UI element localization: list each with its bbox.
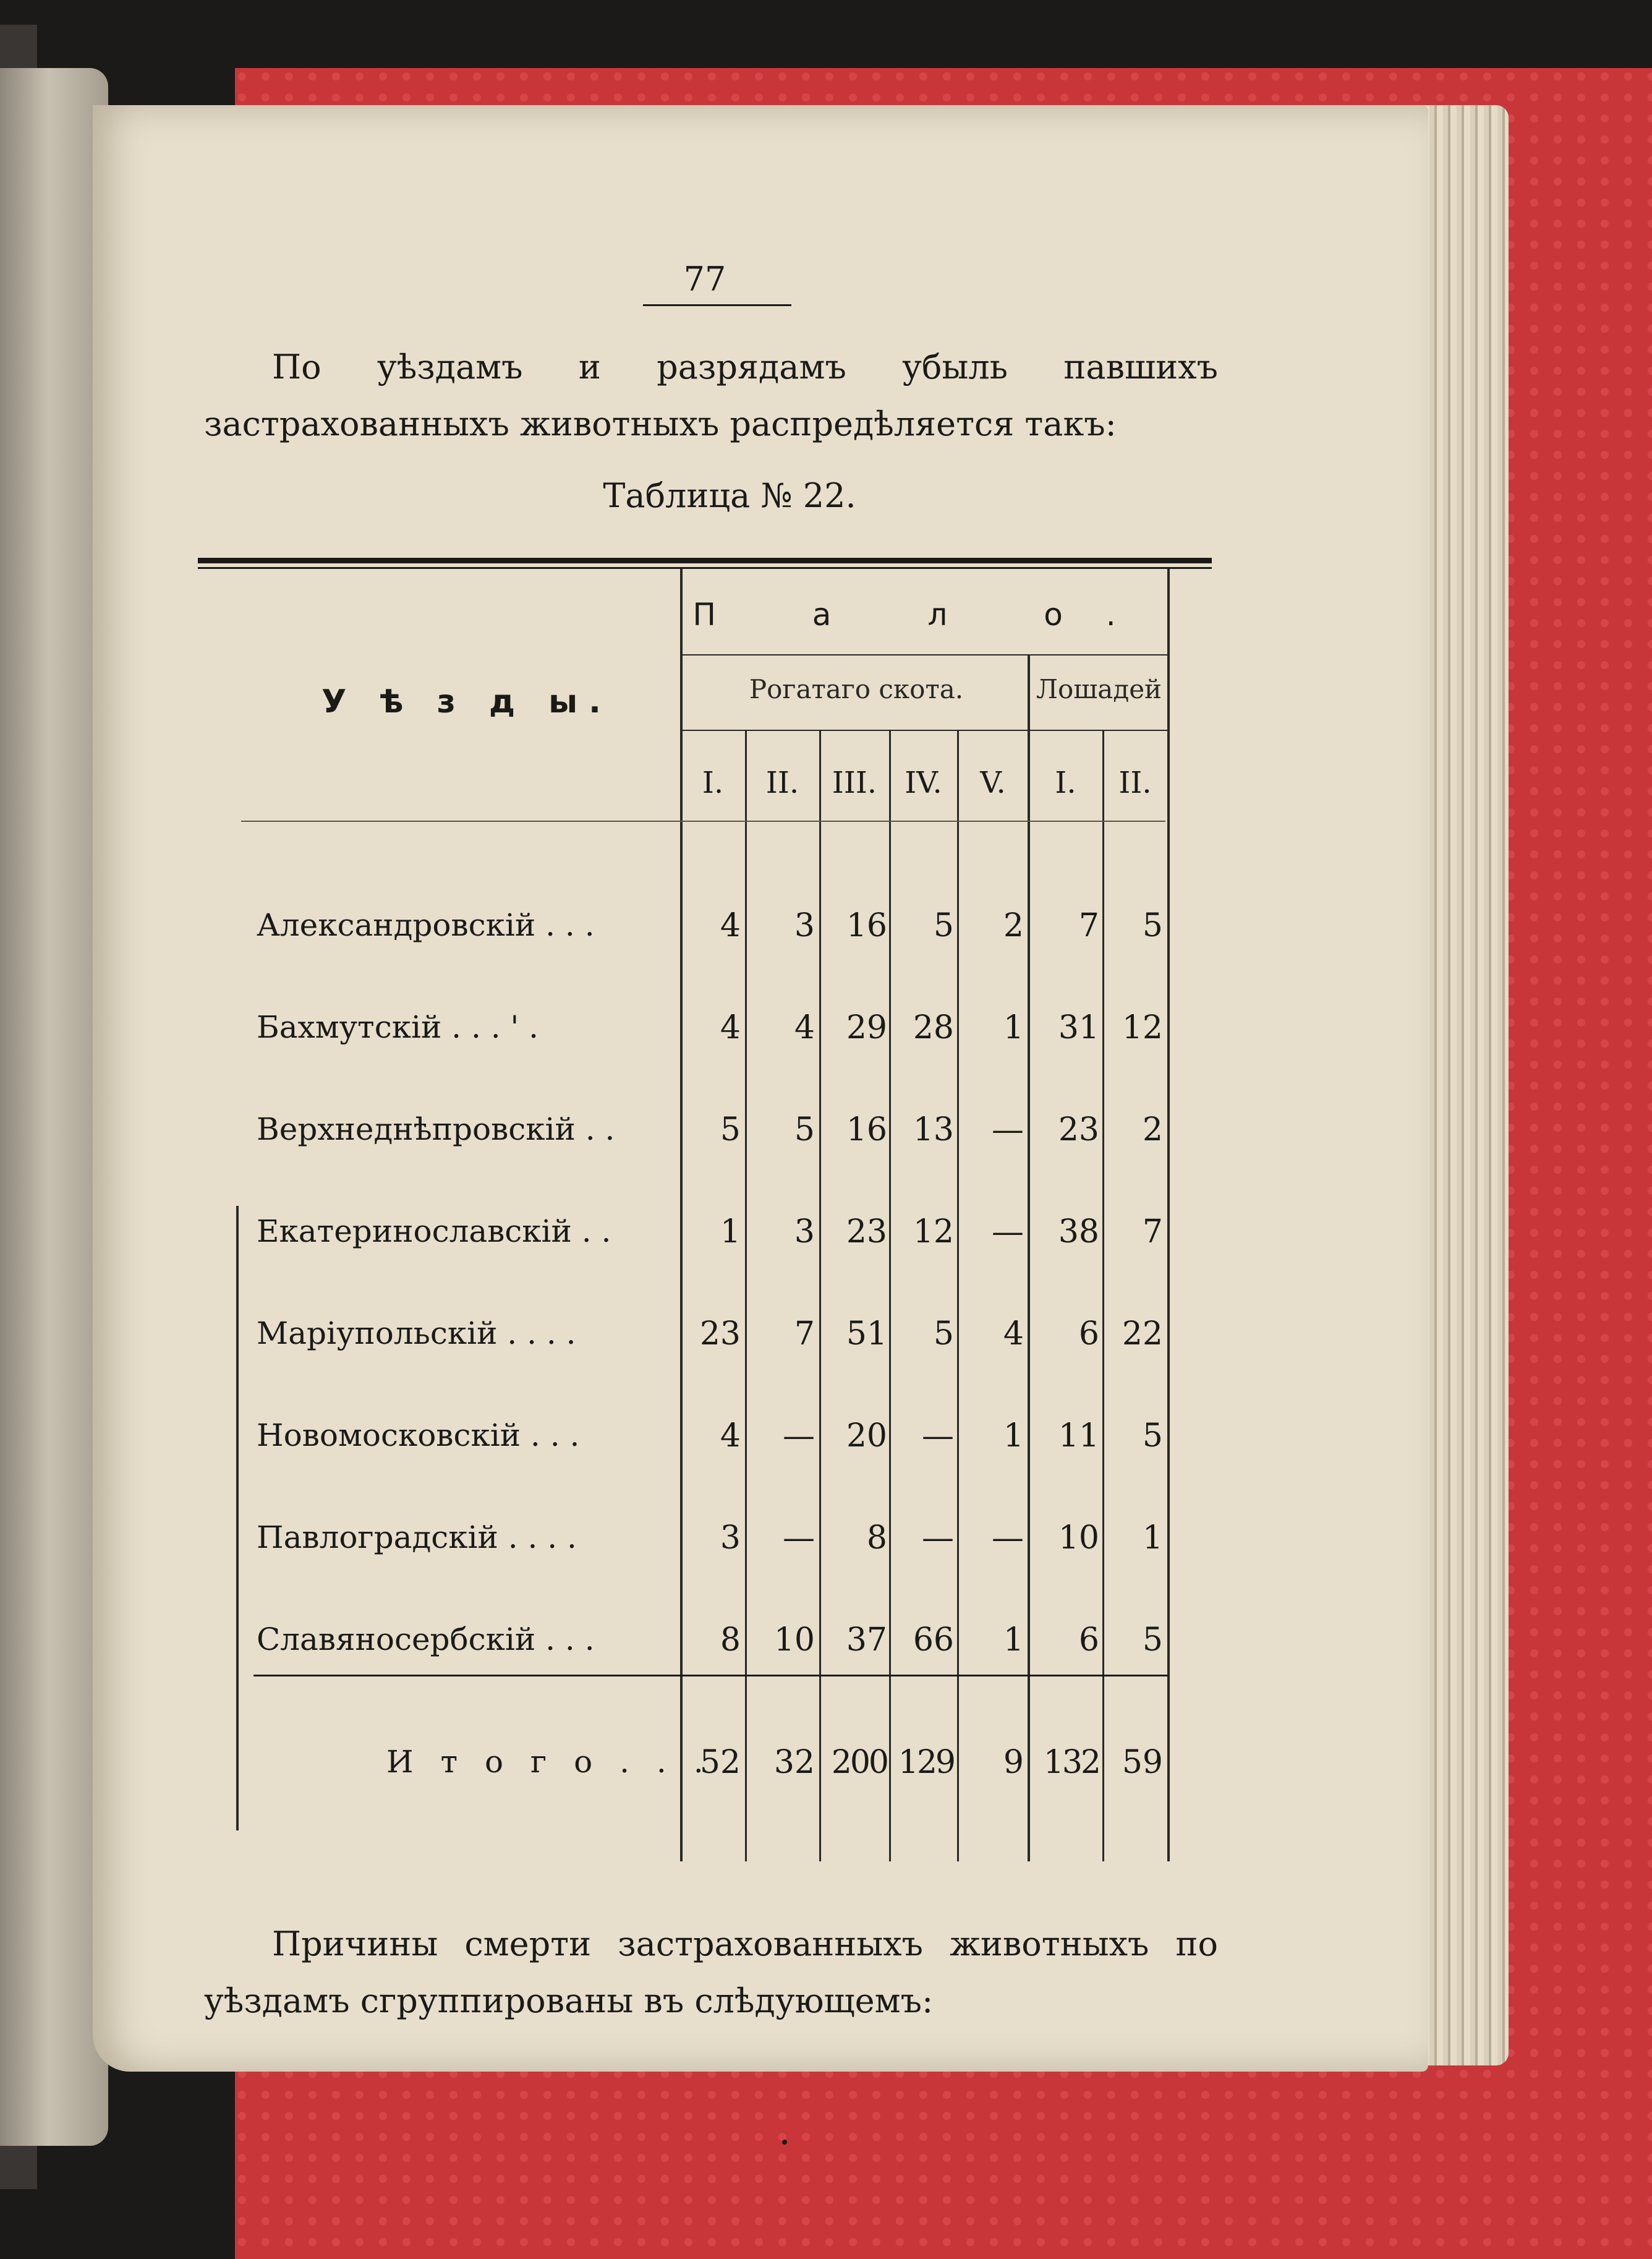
table-cell: 12 xyxy=(913,1213,954,1250)
table-cell: 7 xyxy=(1078,907,1099,944)
table-cell: 4 xyxy=(794,1009,815,1046)
table-cell: 5 xyxy=(1142,1417,1163,1454)
table-row xyxy=(0,1315,1652,1365)
header-district: У ѣ з д ы. xyxy=(321,683,612,720)
table-cell: 66 xyxy=(913,1621,954,1659)
table-top-rule xyxy=(198,558,1212,563)
district-name: Александровскій . . . xyxy=(257,907,595,943)
total-cell: 52 xyxy=(699,1744,741,1781)
header-died: П а л о. xyxy=(692,597,1159,633)
total-row xyxy=(0,1744,1652,1793)
total-cell: 129 xyxy=(898,1744,954,1781)
col-header: II. xyxy=(765,766,799,800)
table-cell: 31 xyxy=(1058,1009,1099,1046)
col-header: IV. xyxy=(905,766,942,800)
col-header: II. xyxy=(1118,766,1152,800)
district-name: Новомосковскій . . . xyxy=(257,1417,580,1453)
table-cell: 2 xyxy=(1142,1111,1163,1148)
intro-paragraph: По уѣздамъ и разрядамъ убыль павшихъ застрахованныхъ животныхъ распредѣляется такъ: xyxy=(204,348,1218,443)
table-cell: 1 xyxy=(1003,1009,1024,1046)
table-caption: Таблица № 22. xyxy=(603,476,856,515)
header-rule xyxy=(680,654,1169,655)
table-cell: — xyxy=(992,1213,1024,1250)
table-row xyxy=(0,1009,1652,1059)
table-cell: 13 xyxy=(913,1111,954,1148)
table-cell: 8 xyxy=(720,1621,741,1659)
table-cell: 3 xyxy=(794,1213,815,1250)
col-divider xyxy=(957,730,959,1861)
table-cell: — xyxy=(992,1111,1024,1148)
table-cell: — xyxy=(922,1519,954,1557)
table-cell: 5 xyxy=(933,907,954,944)
table-cell: 1 xyxy=(1003,1417,1024,1454)
table-row xyxy=(0,1621,1652,1671)
table-cell: 5 xyxy=(1142,907,1163,944)
table-cell: 8 xyxy=(866,1519,887,1557)
total-cell: 132 xyxy=(1043,1744,1099,1781)
table-cell: 7 xyxy=(1142,1213,1163,1250)
table-cell: 20 xyxy=(846,1417,887,1454)
table-cell: 29 xyxy=(846,1009,887,1046)
header-bottom-rule xyxy=(241,821,1165,822)
col-header: V. xyxy=(980,766,1006,800)
facing-page-edge xyxy=(0,68,108,2146)
table-cell: 3 xyxy=(794,907,815,944)
table-cell: 1 xyxy=(1003,1621,1024,1659)
table-cell: 10 xyxy=(1058,1519,1099,1557)
table-cell: 5 xyxy=(794,1111,815,1148)
table-cell: 10 xyxy=(773,1621,815,1659)
district-name: Верхнеднѣпровскій . . xyxy=(257,1111,615,1147)
table-top-rule-thin xyxy=(198,567,1212,569)
page-speck xyxy=(782,2140,787,2145)
table-cell: 4 xyxy=(720,1417,741,1454)
table-cell: 1 xyxy=(1142,1519,1163,1557)
header-horses: Лошадей xyxy=(1036,674,1162,704)
table-cell: 5 xyxy=(1142,1621,1163,1659)
table-cell: 22 xyxy=(1122,1315,1163,1352)
table-cell: 38 xyxy=(1058,1213,1099,1250)
table-cell: — xyxy=(783,1519,815,1557)
table-cell: — xyxy=(992,1519,1024,1557)
page-number-rule xyxy=(643,304,791,306)
header-rule xyxy=(680,730,1169,731)
table-cell: — xyxy=(922,1417,954,1454)
table-cell: 23 xyxy=(699,1315,741,1352)
total-cell: 59 xyxy=(1122,1744,1163,1781)
table-cell: 1 xyxy=(720,1213,741,1250)
district-name: Маріупольскій . . . . xyxy=(257,1315,576,1351)
total-label: И т о г о . . . xyxy=(386,1744,712,1780)
total-cell: 9 xyxy=(1003,1744,1024,1781)
col-divider xyxy=(889,730,891,1861)
total-cell: 200 xyxy=(831,1744,887,1781)
table-cell: 6 xyxy=(1078,1621,1099,1659)
table-cell: 5 xyxy=(720,1111,741,1148)
district-name: Бахмутскій . . . ' . xyxy=(257,1009,539,1045)
col-divider xyxy=(745,730,747,1861)
table-cell: 2 xyxy=(1003,907,1024,944)
district-name: Славяносербскій . . . xyxy=(257,1621,595,1657)
table-cell: 51 xyxy=(846,1315,887,1352)
table-cell: 37 xyxy=(846,1621,887,1659)
table-cell: 5 xyxy=(933,1315,954,1352)
table-cell: 28 xyxy=(913,1009,954,1046)
page-number: 77 xyxy=(683,260,726,299)
table-cell: 4 xyxy=(720,1009,741,1046)
table-row xyxy=(0,1519,1652,1569)
table-cell: 4 xyxy=(720,907,741,944)
table-row xyxy=(0,1417,1652,1467)
total-rule xyxy=(253,1675,1169,1676)
table-cell: 3 xyxy=(720,1519,741,1557)
district-name: Павлоградскій . . . . xyxy=(257,1519,577,1555)
table-cell: — xyxy=(783,1417,815,1454)
table-row xyxy=(0,907,1652,957)
table-cell: 11 xyxy=(1058,1417,1099,1454)
district-name: Екатеринославскій . . xyxy=(257,1213,611,1249)
table-cell: 4 xyxy=(1003,1315,1024,1352)
col-header: I. xyxy=(702,766,724,800)
table-row xyxy=(0,1213,1652,1263)
table-cell: 23 xyxy=(1058,1111,1099,1148)
col-header: I. xyxy=(1055,766,1076,800)
table-cell: 23 xyxy=(846,1213,887,1250)
left-border xyxy=(236,1206,239,1830)
col-divider xyxy=(819,730,821,1861)
total-cell: 32 xyxy=(773,1744,815,1781)
header-cattle: Рогатаго скота. xyxy=(749,674,964,704)
table-cell: 7 xyxy=(794,1315,815,1352)
outro-paragraph: Причины смерти застрахованныхъ животныхъ по уѣздамъ сгруппированы въ слѣдующемъ: xyxy=(204,1924,1218,2020)
col-divider xyxy=(1102,730,1104,1861)
table-cell: 16 xyxy=(846,907,887,944)
table-cell: 16 xyxy=(846,1111,887,1148)
col-header: III. xyxy=(832,766,877,800)
table-row xyxy=(0,1111,1652,1161)
table-cell: 6 xyxy=(1078,1315,1099,1352)
table-cell: 12 xyxy=(1122,1009,1163,1046)
